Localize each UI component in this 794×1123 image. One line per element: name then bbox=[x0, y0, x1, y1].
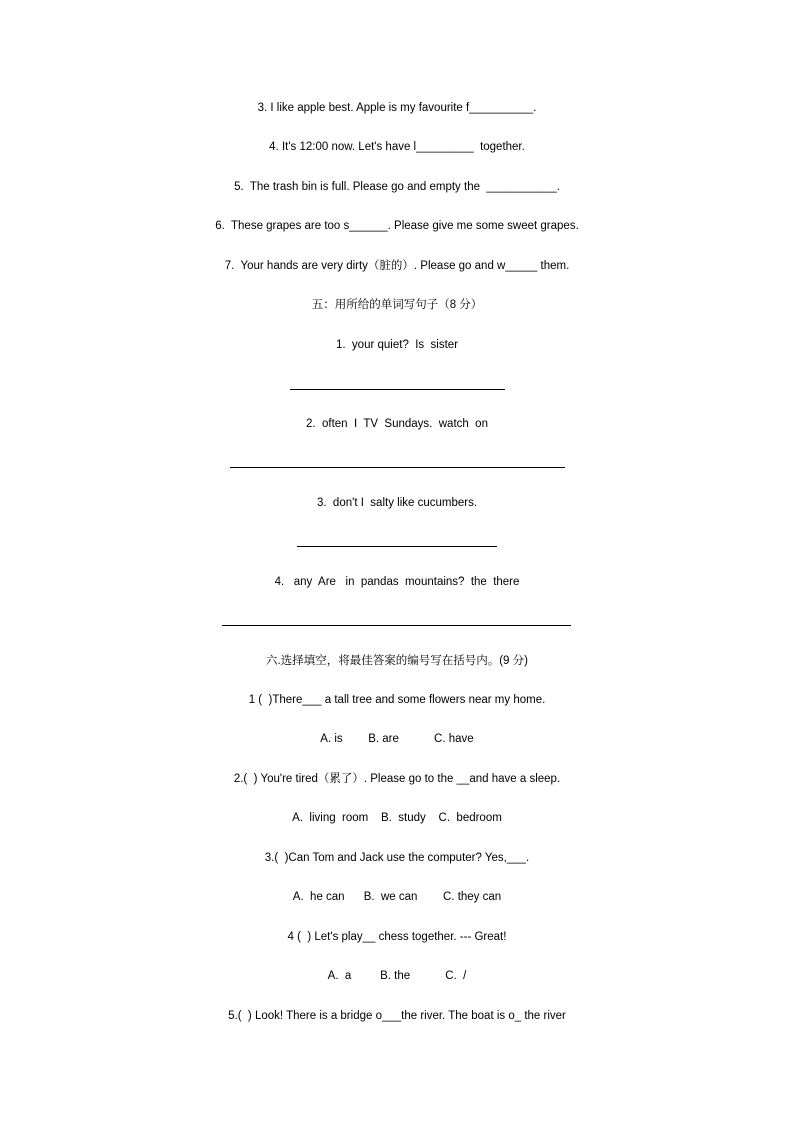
answer-line-1[interactable] bbox=[290, 389, 505, 390]
choice-question-4: 4 ( ) Let's play__ chess together. --- Great! bbox=[287, 931, 507, 943]
choice-options-1: A. is B. are C. have bbox=[320, 733, 474, 745]
section-5-item-4: 4. any Are in pandas mountains? the there bbox=[274, 576, 520, 588]
section-5-item-3: 3. don't I salty like cucumbers. bbox=[316, 497, 478, 509]
fill-in-question-4: 4. It's 12:00 now. Let's have l_________ together. bbox=[269, 141, 525, 153]
answer-line-4[interactable] bbox=[222, 625, 571, 626]
answer-line-3[interactable] bbox=[297, 546, 497, 547]
choice-options-3: A. he can B. we can C. they can bbox=[292, 891, 502, 903]
section-5-item-1: 1. your quiet? Is sister bbox=[335, 339, 459, 351]
fill-in-question-5: 5. The trash bin is full. Please go and empty the ___________. bbox=[234, 181, 560, 193]
fill-in-question-6: 6. These grapes are too s______. Please give me some sweet grapes. bbox=[215, 220, 579, 232]
choice-question-2: 2.( ) You're tired（累了）. Please go to the __and have a sleep. bbox=[233, 773, 561, 785]
answer-line-2[interactable] bbox=[230, 467, 565, 468]
section-5-item-2: 2. often I TV Sundays. watch on bbox=[306, 418, 488, 430]
choice-options-4: A. a B. the C. / bbox=[327, 970, 467, 982]
fill-in-question-3: 3. I like apple best. Apple is my favourite f__________. bbox=[257, 102, 537, 114]
section-5-title: 五：用所给的单词写句子（8 分） bbox=[311, 299, 483, 311]
fill-in-question-7: 7. Your hands are very dirty（脏的）. Please go and w_____ them. bbox=[224, 260, 570, 272]
section-6-title: 六.选择填空，将最佳答案的编号写在括号内。(9 分) bbox=[266, 655, 528, 667]
choice-question-5: 5.( ) Look! There is a bridge o___the river. The boat is o_ the river bbox=[228, 1010, 566, 1022]
choice-question-1: 1 ( )There___ a tall tree and some flowers near my home. bbox=[248, 694, 546, 706]
choice-options-2: A. living room B. study C. bedroom bbox=[292, 812, 502, 824]
choice-question-3: 3.( )Can Tom and Jack use the computer? Yes,___. bbox=[264, 852, 530, 864]
